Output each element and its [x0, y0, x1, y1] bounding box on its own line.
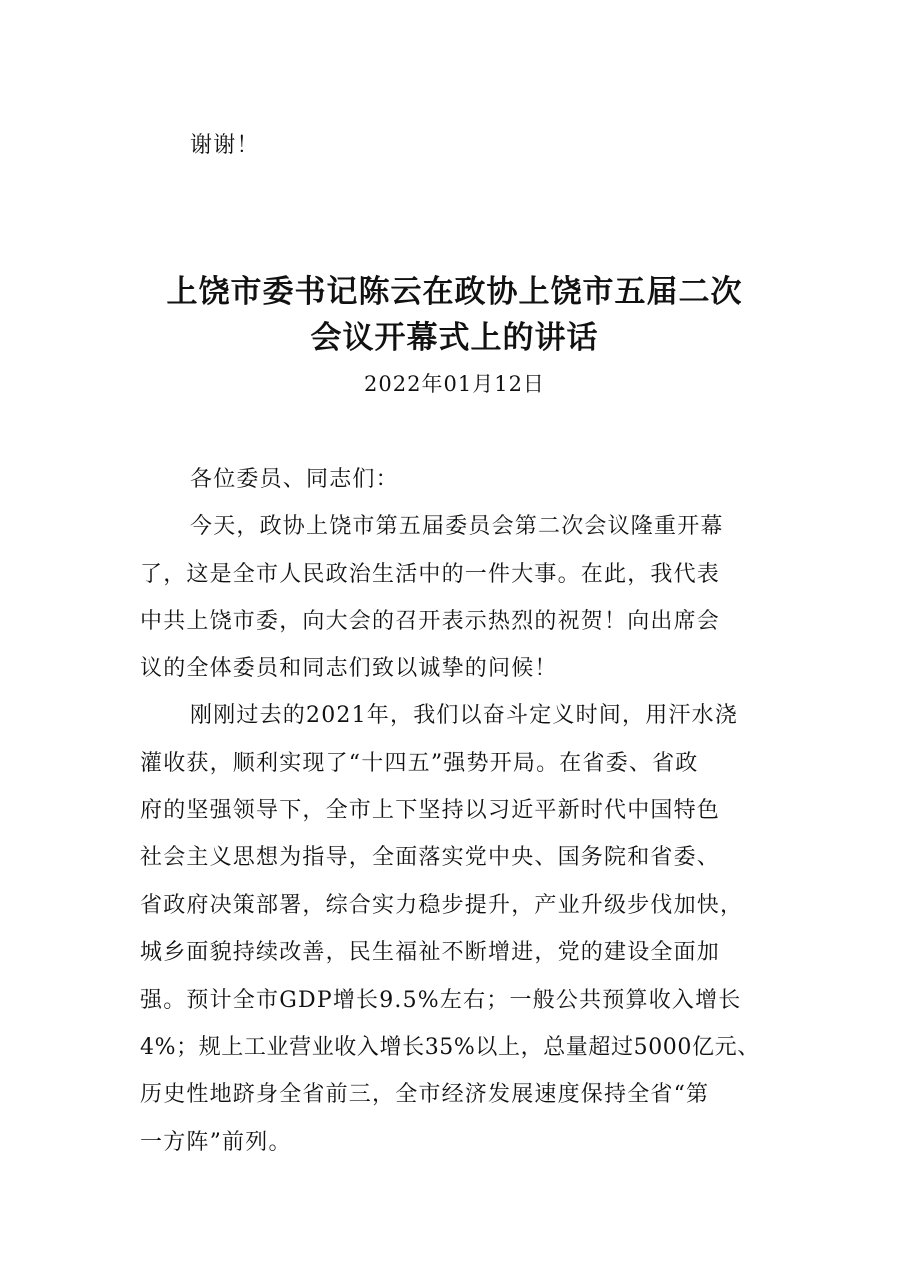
paragraph-2-line-4: 社会主义思想为指导，全面落实党中央、国务院和省委、 — [140, 845, 721, 870]
paragraph-2-line-2: 灌收获，顺利实现了“十四五”强势开局。在省委、省政 — [140, 751, 699, 776]
paragraph-2-line-8: 4%；规上工业营业收入增长35%以上，总量超过5000亿元、 — [140, 1035, 760, 1060]
document-date: 2022年01月12日 — [364, 372, 545, 396]
paragraph-2-line-9: 历史性地跻身全省前三，全市经济发展速度保持全省“第 — [140, 1082, 710, 1107]
document-title-line-1: 上饶市委书记陈云在政协上饶市五届二次 — [166, 274, 743, 310]
paragraph-1-line-2: 了，这是全市人民政治生活中的一件大事。在此，我代表 — [140, 562, 721, 587]
paragraph-1-line-3: 中共上饶市委，向大会的召开表示热烈的祝贺！向出席会 — [140, 609, 721, 634]
paragraph-1-line-4: 议的全体委员和同志们致以诚挚的问候！ — [140, 656, 558, 681]
paragraph-2-line-6: 城乡面貌持续改善，民生福祉不断增进，党的建设全面加 — [140, 940, 721, 965]
paragraph-2-line-5: 省政府决策部署，综合实力稳步提升，产业升级步伐加快， — [140, 893, 744, 918]
salutation: 各位委员、同志们： — [190, 467, 399, 492]
paragraph-2-line-10: 一方阵”前列。 — [140, 1130, 292, 1155]
document-title-line-2: 会议开幕式上的讲话 — [310, 320, 599, 356]
paragraph-2-line-3: 府的坚强领导下，全市上下坚持以习近平新时代中国特色 — [140, 798, 721, 823]
closing-text: 谢谢！ — [190, 133, 260, 158]
paragraph-2-line-7: 强。预计全市GDP增长9.5%左右；一般公共预算收入增长 — [140, 988, 742, 1013]
paragraph-2-line-1: 刚刚过去的2021年，我们以奋斗定义时间，用汗水浇 — [190, 703, 738, 728]
paragraph-1-line-1: 今天，政协上饶市第五届委员会第二次会议隆重开幕 — [190, 514, 724, 539]
